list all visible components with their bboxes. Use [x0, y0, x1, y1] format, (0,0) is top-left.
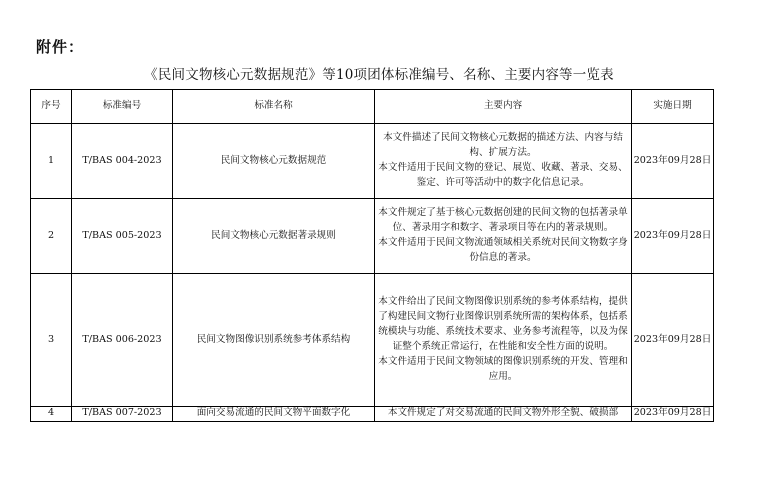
- header-serial-number: 序号: [31, 90, 72, 124]
- cell-standard-code: T/BAS 007-2023: [72, 407, 173, 422]
- table-row: [31, 407, 714, 422]
- cell-standard-name: 民间文物图像识别系统参考体系结构: [173, 274, 375, 407]
- cell-standard-code: T/BAS 005-2023: [72, 199, 173, 274]
- cell-standard-code: T/BAS 004-2023: [72, 124, 173, 199]
- header-main-content: 主要内容: [375, 90, 632, 124]
- table-row: [31, 274, 714, 407]
- table-header-row: [31, 90, 714, 124]
- content-paragraph: 本文件适用于民间文物流通领域相关系统对民间文物数字身份信息的著录。: [378, 237, 628, 263]
- cell-main-content: [375, 407, 632, 422]
- cell-main-content: [375, 274, 632, 407]
- content-paragraph: 本文件描述了民间文物核心元数据的描述方法、内容与结构、扩展方法。: [383, 132, 623, 159]
- content-paragraph: 本文件给出了民间文物图像识别系统的参考体系结构，提供了构建民间文物行业图像识别系统所需的架构体系，包括系统模块与功能、系统技术要求、业务参考流程等，以及为保证整个系统正常运行，在性能和安全性方面的说明。: [378, 296, 628, 352]
- table-row: [31, 199, 714, 274]
- content-paragraph: 本文件适用于民间文物领域的图像识别系统的开发、管理和应用。: [378, 355, 628, 382]
- cell-standard-name: 民间文物核心元数据著录规则: [173, 199, 375, 274]
- cell-implementation-date: 2023年09月28日: [632, 407, 714, 422]
- document-title: 《民间文物核心元数据规范》等10项团体标准编号、名称、主要内容等一览表: [144, 67, 614, 83]
- cell-main-content: [375, 124, 632, 199]
- cell-standard-code: T/BAS 006-2023: [72, 274, 173, 407]
- cell-serial-number: 3: [31, 274, 72, 407]
- cell-implementation-date: 2023年09月28日: [632, 124, 714, 199]
- standards-table: [30, 89, 714, 422]
- cell-standard-name: 面向交易流通的民间文物平面数字化: [173, 407, 375, 422]
- cell-serial-number: 1: [31, 124, 72, 199]
- cell-implementation-date: 2023年09月28日: [632, 274, 714, 407]
- annex-label: 附件：: [36, 38, 85, 56]
- cell-main-content: [375, 199, 632, 274]
- cell-serial-number: 4: [31, 407, 72, 422]
- cell-serial-number: 2: [31, 199, 72, 274]
- content-paragraph: 本文件适用于民间文物的登记、展览、收藏、著录、交易、鉴定、许可等活动中的数字化信息记录。: [378, 162, 628, 188]
- cell-implementation-date: 2023年09月28日: [632, 199, 714, 274]
- content-paragraph: 本文件规定了基于核心元数据创建的民间文物的包括著录单位、著录用字和数字、著录项目等在内的著录规则。: [378, 207, 628, 234]
- header-standard-name: 标准名称: [173, 90, 375, 124]
- header-standard-code: 标准编号: [72, 90, 173, 124]
- header-implementation-date: 实施日期: [632, 90, 714, 124]
- content-paragraph: 本文件规定了对交易流通的民间文物外形全貌、破损部: [387, 407, 619, 418]
- cell-standard-name: 民间文物核心元数据规范: [173, 124, 375, 199]
- table-row: [31, 124, 714, 199]
